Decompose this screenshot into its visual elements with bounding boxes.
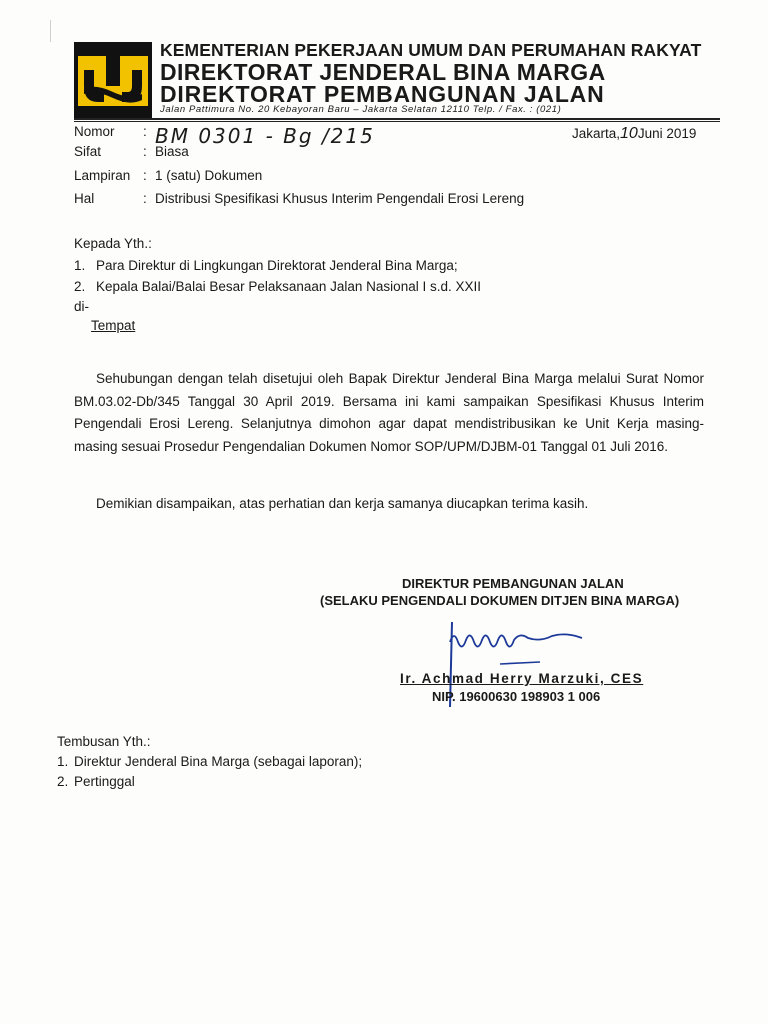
sifat-value: Biasa (155, 144, 189, 159)
lampiran-value: 1 (satu) Dokumen (155, 168, 263, 183)
ministry-name: KEMENTERIAN PEKERJAAN UMUM DAN PERUMAHAN RAKYAT (160, 40, 702, 60)
directorate-name: DIREKTORAT PEMBANGUNAN JALAN (160, 81, 605, 107)
recipients-heading: Kepada Yth.: (74, 236, 152, 251)
sifat-colon: : (143, 144, 147, 159)
body-paragraph-1: Sehubungan dengan telah disetujui oleh Bapak Direktur Jenderal Bina Marga melalui Surat Nomor BM.03.02-Db/345 Tanggal 30 April 2019. Bersama ini kami sampaikan Spesifikasi Khusus Interim Pengendali Erosi Lereng. Selanjutnya dimohon agar dapat mendistribusikan ke Unit Kerja masing-masing sesuai Prosedur Pengendalian Dokumen Nomor SOP/UPM/DJBM-01 Tanggal 01 Juli 2016. (74, 371, 704, 454)
tembusan-1-num: 1. (57, 754, 69, 769)
directorate-general-name: DIREKTORAT JENDERAL BINA MARGA (160, 59, 606, 85)
letterhead-rule (74, 118, 720, 120)
hal-label: Hal (74, 191, 95, 206)
date-day-handwritten: 10 (620, 125, 638, 142)
letterhead-address: Jalan Pattimura No. 20 Kebayoran Baru – Jakarta Selatan 12110 Telp. / Fax. : (021) (160, 104, 562, 115)
letter-date (572, 125, 696, 143)
recipients-di: di- (74, 299, 90, 314)
recipient-1-num: 1. (74, 258, 86, 273)
nomor-label: Nomor (74, 124, 115, 139)
body-paragraph-2: Demikian disampaikan, atas perhatian dan kerja samanya diucapkan terima kasih. (96, 496, 589, 511)
signatory-nip: NIP. 19600630 198903 1 006 (432, 689, 601, 704)
signatory-title-role: (SELAKU PENGENDALI DOKUMEN DITJEN BINA MARGA) (320, 593, 680, 608)
signatory-name: Ir. Achmad Herry Marzuki, CES (400, 671, 644, 686)
nomor-value-handwritten: BM 0301 - Bg /215 (155, 124, 375, 148)
signatory-title: DIREKTUR PEMBANGUNAN JALAN (402, 576, 624, 591)
letterhead-rule-thin (74, 121, 720, 122)
date-month-year: Juni 2019 (637, 126, 697, 141)
nomor-colon: : (143, 124, 147, 139)
tembusan-heading: Tembusan Yth.: (57, 734, 151, 749)
tembusan-2-text: Pertinggal (74, 774, 135, 789)
tembusan-2-num: 2. (57, 774, 69, 789)
recipient-2-num: 2. (74, 279, 86, 294)
recipient-1-text: Para Direktur di Lingkungan Direktorat Jenderal Bina Marga; (96, 258, 458, 273)
ministry-logo-icon (74, 42, 152, 120)
sifat-label: Sifat (74, 144, 102, 159)
recipients-tempat: Tempat (91, 318, 136, 333)
lampiran-colon: : (143, 168, 147, 183)
date-city: Jakarta, (572, 126, 621, 141)
lampiran-label: Lampiran (74, 168, 131, 183)
tembusan-1-text: Direktur Jenderal Bina Marga (sebagai laporan); (74, 754, 363, 769)
recipient-2-text: Kepala Balai/Balai Besar Pelaksanaan Jalan Nasional I s.d. XXII (96, 279, 481, 294)
hal-colon: : (143, 191, 147, 206)
scan-mark (50, 20, 51, 42)
hal-value: Distribusi Spesifikasi Khusus Interim Pengendali Erosi Lereng (155, 191, 525, 206)
